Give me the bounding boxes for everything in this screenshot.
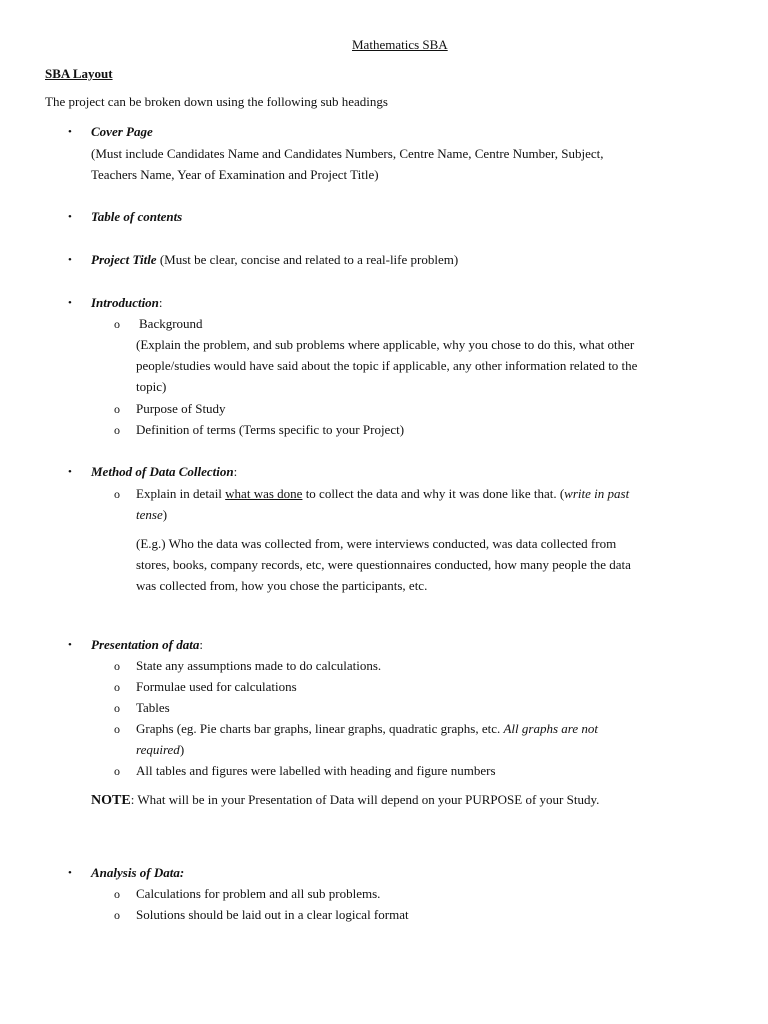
introduction-label: Introduction xyxy=(91,295,159,310)
section-heading: SBA Layout xyxy=(45,66,113,81)
presentation-sub-item: Tables xyxy=(136,700,170,715)
purpose-item: Purpose of Study xyxy=(136,401,226,416)
note-line xyxy=(91,792,599,809)
text-span: to collect the data and why it was done like that. ( xyxy=(302,486,565,501)
method-explain-line xyxy=(136,486,629,502)
colon: : xyxy=(158,295,163,310)
project-title-label: Project Title xyxy=(91,252,157,267)
bullet-icon: • xyxy=(68,639,72,651)
toc-label: Table of contents xyxy=(91,209,183,224)
bullet-icon: • xyxy=(68,466,72,478)
presentation-sub-item-continued xyxy=(136,742,184,758)
background-text: people/studies would have said about the topic if applicable, any other information related to the xyxy=(136,358,638,373)
presentation-sub-item: State any assumptions made to do calculations. xyxy=(136,658,382,673)
text-span: Explain in detail xyxy=(136,486,226,501)
definition-item: Definition of terms (Terms specific to your Project) xyxy=(136,422,405,437)
circle-bullet-icon: o xyxy=(114,722,120,736)
analysis-label: Analysis of Data: xyxy=(91,865,185,880)
circle-bullet-icon: o xyxy=(114,680,120,694)
note-text: : What will be in your Presentation of Data will depend on your PURPOSE of your Study. xyxy=(130,792,600,807)
bullet-icon: • xyxy=(68,211,72,223)
background-label: Background xyxy=(139,316,203,331)
italic-text: tense xyxy=(136,507,163,522)
presentation-item xyxy=(91,637,203,653)
method-label: Method of Data Collection xyxy=(91,464,234,479)
colon: : xyxy=(199,637,203,652)
circle-bullet-icon: o xyxy=(114,764,120,778)
background-text: (Explain the problem, and sub problems where applicable, why you chose to do this, what other xyxy=(136,337,635,352)
presentation-sub-item: Formulae used for calculations xyxy=(136,679,297,694)
document-title: Mathematics SBA xyxy=(352,37,448,52)
project-title-text: (Must be clear, concise and related to a real-life problem) xyxy=(156,252,459,267)
intro-text: The project can be broken down using the following sub headings xyxy=(45,94,388,109)
presentation-sub-item: All tables and figures were labelled with heading and figure numbers xyxy=(136,763,496,778)
background-text: topic) xyxy=(136,379,167,394)
method-item xyxy=(91,464,237,480)
method-example-text: stores, books, company records, etc, were questionnaires conducted, how many people the data xyxy=(136,557,631,572)
circle-bullet-icon: o xyxy=(114,887,120,901)
circle-bullet-icon: o xyxy=(114,659,120,673)
method-explain-line xyxy=(136,507,167,523)
text-span: Graphs (eg. Pie charts bar graphs, linear graphs, quadratic graphs, etc. xyxy=(136,721,504,736)
bullet-icon: • xyxy=(68,867,72,879)
circle-bullet-icon: o xyxy=(114,701,120,715)
bullet-icon: • xyxy=(68,254,72,266)
colon: : xyxy=(233,464,238,479)
presentation-label: Presentation of data xyxy=(91,637,200,652)
circle-bullet-icon: o xyxy=(114,908,120,922)
note-label: NOTE xyxy=(91,793,131,808)
text-span: ) xyxy=(162,507,168,522)
cover-page-text: (Must include Candidates Name and Candidates Numbers, Centre Name, Centre Number, Subject, xyxy=(91,146,604,161)
underlined-text: what was done xyxy=(225,486,303,501)
italic-text: write in past xyxy=(564,486,630,501)
analysis-sub-item: Calculations for problem and all sub problems. xyxy=(136,886,381,901)
circle-bullet-icon: o xyxy=(114,423,120,437)
circle-bullet-icon: o xyxy=(114,487,120,501)
circle-bullet-icon: o xyxy=(114,317,120,331)
circle-bullet-icon: o xyxy=(114,402,120,416)
presentation-sub-item xyxy=(136,721,598,737)
project-title-item xyxy=(91,252,458,268)
italic-text: All graphs are not xyxy=(503,721,598,736)
cover-page-text: Teachers Name, Year of Examination and Project Title) xyxy=(91,167,379,182)
bullet-icon: • xyxy=(68,297,72,309)
method-example-text: (E.g.) Who the data was collected from, were interviews conducted, was data collected from xyxy=(136,536,617,551)
cover-page-label: Cover Page xyxy=(91,124,153,139)
bullet-icon: • xyxy=(68,126,72,138)
method-example-text: was collected from, how you chose the participants, etc. xyxy=(136,578,428,593)
italic-text: required xyxy=(136,742,180,757)
text-span: ) xyxy=(179,742,185,757)
analysis-sub-item: Solutions should be laid out in a clear logical format xyxy=(136,907,409,922)
introduction-item xyxy=(91,295,163,311)
